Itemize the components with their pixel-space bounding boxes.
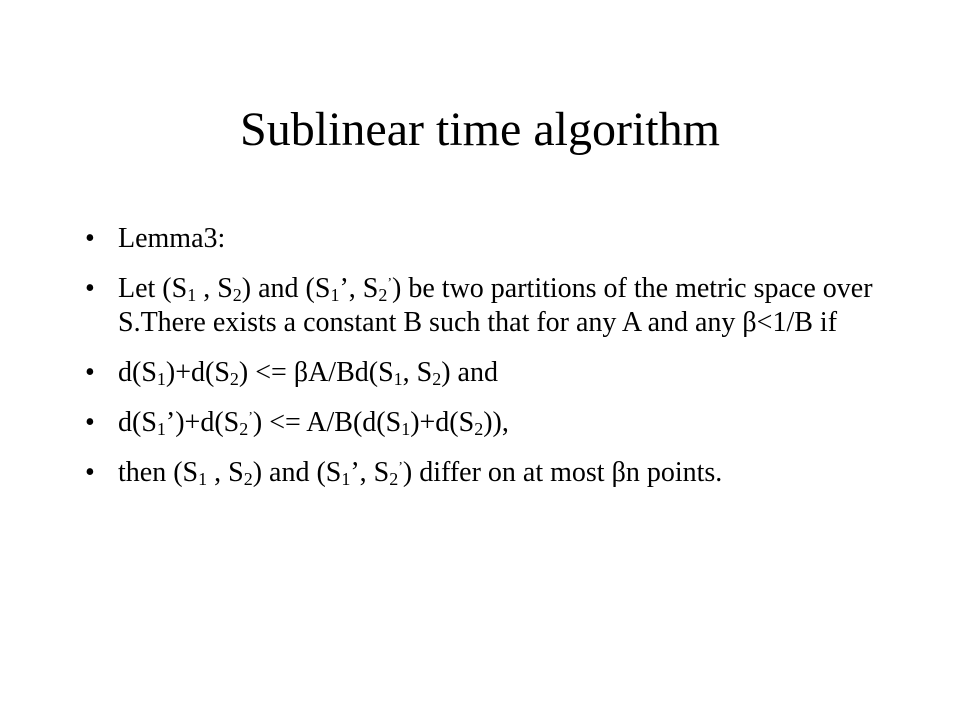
text-run: ) differ on at most βn points.: [402, 457, 723, 488]
text-run: , S: [207, 457, 244, 488]
bullet-marker: •: [85, 457, 95, 488]
subscript: 2: [243, 469, 253, 489]
text-run: , S: [196, 273, 233, 304]
text-run: , S: [402, 357, 433, 388]
bullet-item: [85, 272, 885, 340]
bullet-marker: •: [85, 407, 95, 438]
text-run: )+d(S: [165, 357, 230, 388]
bullet-item: [85, 356, 885, 390]
bullet-item: [85, 222, 885, 256]
text-run: ) <= A/B(d(S: [252, 407, 402, 438]
subscript: 1: [330, 285, 340, 305]
text-run: ) <= βA/Bd(S: [238, 357, 394, 388]
text-run: ) be two partitions of the metric space over S.There exists a constant B such that for any A and any β<1/B if: [118, 273, 873, 338]
subscript: 1: [401, 419, 411, 439]
subscript: 2: [389, 469, 399, 489]
text-run: d(S: [118, 407, 157, 438]
text-run: )+d(S: [410, 407, 475, 438]
text-run: Lemma3:: [118, 223, 226, 254]
subscript: 1: [341, 469, 351, 489]
subscript: 2: [378, 285, 388, 305]
subscript: 1: [156, 369, 166, 389]
bullet-text: [118, 273, 873, 338]
superscript: ’: [398, 460, 403, 475]
bullet-list: [85, 222, 885, 506]
bullet-item: [85, 456, 885, 490]
bullet-item: [85, 406, 885, 440]
text-run: Let (S: [118, 273, 188, 304]
bullet-text: [118, 457, 722, 488]
subscript: 1: [156, 419, 166, 439]
bullet-marker: •: [85, 357, 95, 388]
bullet-marker: •: [85, 273, 95, 304]
subscript: 2: [229, 369, 239, 389]
text-run: d(S: [118, 357, 157, 388]
subscript: 2: [232, 285, 242, 305]
text-run: then (S: [118, 457, 199, 488]
text-run: ’, S: [339, 273, 379, 304]
text-run: ) and (S: [241, 273, 331, 304]
subscript: 2: [474, 419, 484, 439]
subscript: 2: [239, 419, 249, 439]
text-run: ) and (S: [252, 457, 342, 488]
text-run: ’)+d(S: [165, 407, 240, 438]
text-run: )),: [483, 407, 509, 438]
superscript: ’: [248, 410, 253, 425]
text-run: ’, S: [350, 457, 390, 488]
subscript: 2: [432, 369, 442, 389]
subscript: 1: [187, 285, 197, 305]
bullet-marker: •: [85, 223, 95, 254]
slide-title: Sublinear time algorithm: [240, 103, 720, 156]
bullet-text: [118, 407, 509, 438]
bullet-text: [118, 223, 225, 254]
text-run: ) and: [441, 357, 498, 388]
bullet-text: [118, 357, 498, 388]
subscript: 1: [198, 469, 208, 489]
superscript: ’: [387, 276, 393, 291]
subscript: 1: [393, 369, 403, 389]
